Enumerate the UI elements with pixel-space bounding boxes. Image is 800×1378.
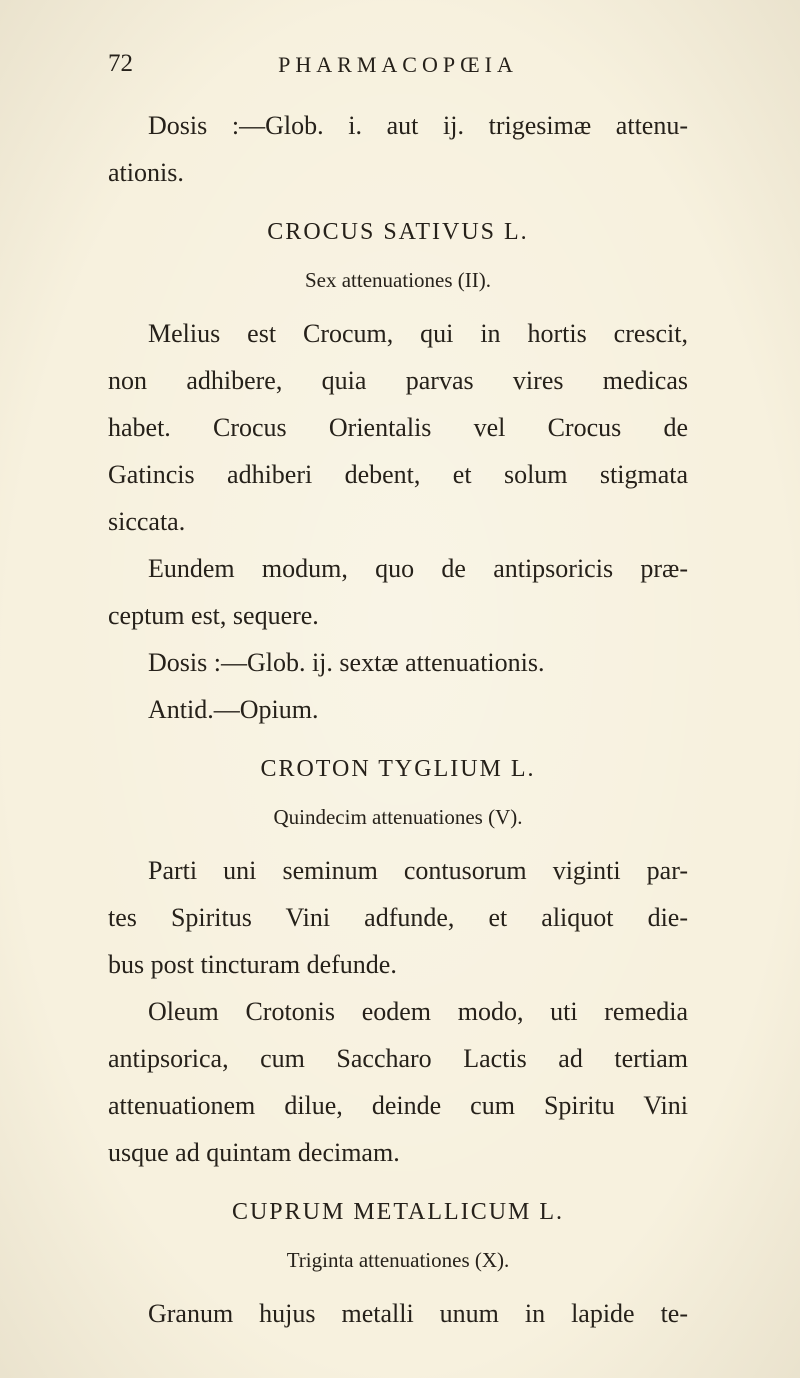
paragraph-croton-2	[108, 988, 688, 1176]
section-heading-cuprum-metallicum: CUPRUM METALLICUM L.	[231, 1199, 565, 1225]
text-line: Gatincis adhiberi debent, et solum stigmata	[108, 460, 688, 489]
paragraph-crocus-dosis	[108, 639, 688, 686]
text-line: Oleum Crotonis eodem modo, uti remedia	[148, 997, 688, 1026]
page-header	[108, 46, 688, 88]
attenuation-note-croton: Quindecim attenuationes (V).	[273, 805, 523, 829]
text-line: tes Spiritus Vini adfunde, et aliquot die-	[108, 903, 688, 932]
text-line: Granum hujus metalli unum in lapide te-	[148, 1299, 688, 1328]
page-number: 72	[108, 50, 133, 77]
text-line: attenuationem dilue, deinde cum Spiritu Vini	[108, 1091, 688, 1120]
text-line: antipsorica, cum Saccharo Lactis ad tertiam	[108, 1044, 688, 1073]
text-line: Antid.—Opium.	[148, 695, 319, 724]
text-line: usque ad quintam decimam.	[108, 1138, 400, 1167]
text-line: non adhibere, quia parvas vires medicas	[108, 366, 688, 395]
paragraph-croton-1	[108, 847, 688, 988]
text-line: ationis.	[108, 158, 184, 187]
paragraph-dosis-intro	[108, 102, 688, 196]
text-block	[108, 102, 688, 1337]
running-title: PHARMACOPŒIA	[278, 52, 518, 77]
attenuation-note-crocus: Sex attenuationes (II).	[304, 268, 492, 292]
text-line: Dosis :—Glob. i. aut ij. trigesimæ attenu-	[148, 111, 688, 140]
attenuation-note-cuprum: Triginta attenuationes (X).	[286, 1248, 510, 1272]
text-line: Eundem modum, quo de antipsoricis præ-	[148, 554, 688, 583]
paragraph-crocus-antidote	[108, 686, 688, 733]
paragraph-cuprum-1	[108, 1290, 688, 1337]
paragraph-crocus-2	[108, 545, 688, 639]
text-line: bus post tincturam defunde.	[108, 950, 397, 979]
text-line: Dosis :—Glob. ij. sextæ attenuationis.	[148, 648, 545, 677]
text-line: Parti uni seminum contusorum viginti par-	[148, 856, 688, 885]
section-heading-croton-tyglium: CROTON TYGLIUM L.	[260, 756, 536, 782]
text-line: siccata.	[108, 507, 186, 536]
text-line: Melius est Crocum, qui in hortis crescit,	[148, 319, 688, 348]
text-line: ceptum est, sequere.	[108, 601, 319, 630]
text-line: habet. Crocus Orientalis vel Crocus de	[108, 413, 688, 442]
section-heading-crocus-sativus: CROCUS SATIVUS L.	[267, 219, 529, 245]
paragraph-crocus-1	[108, 310, 688, 545]
